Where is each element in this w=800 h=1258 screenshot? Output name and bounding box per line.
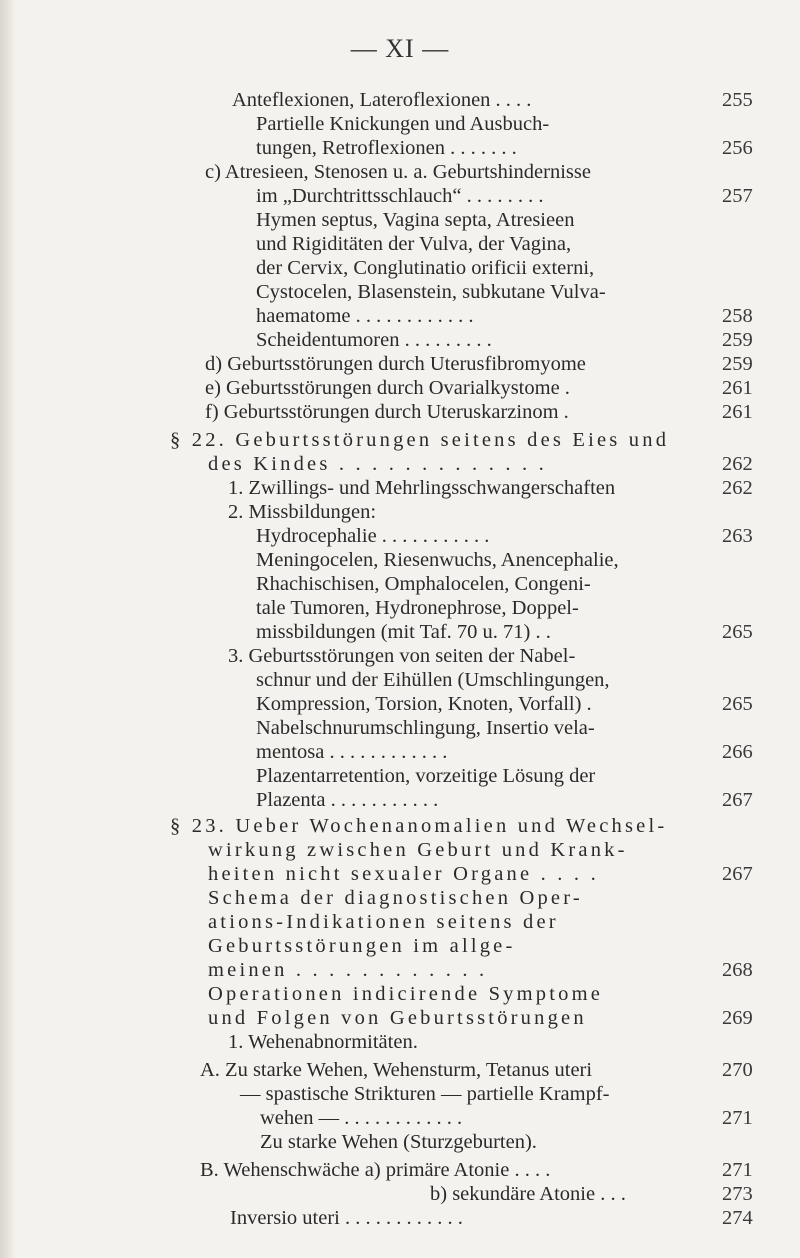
toc-entry-text: mentosa . . . . . . . . . . . . bbox=[256, 741, 448, 763]
toc-entry bbox=[0, 1081, 800, 1107]
toc-page-number: 269 bbox=[722, 1007, 753, 1029]
toc-entry bbox=[0, 1057, 800, 1083]
toc-entry bbox=[0, 547, 800, 573]
toc-entry-text: b) sekundäre Atonie . . . bbox=[430, 1183, 626, 1205]
toc-page-number: 270 bbox=[722, 1059, 753, 1081]
toc-entry-text: Rhachischisen, Omphalocelen, Congeni- bbox=[256, 573, 591, 595]
toc-entry-text: Kompression, Torsion, Knoten, Vorfall) . bbox=[256, 693, 592, 715]
toc-page-number: 257 bbox=[722, 185, 753, 207]
toc-entry-text: tale Tumoren, Hydronephrose, Doppel- bbox=[256, 597, 579, 619]
toc-entry bbox=[0, 111, 800, 137]
toc-entry-text: Zu starke Wehen (Sturzgeburten). bbox=[260, 1131, 537, 1153]
toc-entry-text: des Kindes . . . . . . . . . . . . . bbox=[208, 453, 547, 475]
toc-page-number: 271 bbox=[722, 1107, 753, 1129]
toc-entry-text: Plazenta . . . . . . . . . . . bbox=[256, 789, 439, 811]
toc-entry bbox=[0, 595, 800, 621]
toc-page-number: 255 bbox=[722, 89, 753, 111]
toc-entry-text: Hydrocephalie . . . . . . . . . . . bbox=[256, 525, 490, 547]
toc-page-number: 263 bbox=[722, 525, 753, 547]
toc-entry bbox=[0, 571, 800, 597]
toc-entry bbox=[0, 183, 800, 209]
toc-entry-text: Operationen indicirende Symptome bbox=[208, 983, 604, 1005]
toc-entry-text: und Rigiditäten der Vulva, der Vagina, bbox=[256, 233, 572, 255]
toc-entry bbox=[0, 327, 800, 353]
toc-entry bbox=[0, 861, 800, 887]
toc-entry bbox=[0, 159, 800, 185]
toc-entry bbox=[0, 87, 800, 113]
toc-entry bbox=[0, 813, 800, 839]
toc-entry-text: c) Atresieen, Stenosen u. a. Geburtshindernisse bbox=[205, 161, 591, 183]
toc-entry bbox=[0, 1205, 800, 1231]
toc-page-number: 268 bbox=[722, 959, 753, 981]
toc-entry-text: Meningocelen, Riesenwuchs, Anencephalie, bbox=[256, 549, 619, 571]
toc-entry-text: Scheidentumoren . . . . . . . . . bbox=[256, 329, 492, 351]
toc-page-number: 256 bbox=[722, 137, 753, 159]
toc-entry bbox=[0, 135, 800, 161]
toc-page-number: 258 bbox=[722, 305, 753, 327]
toc-entry-text: wirkung zwischen Geburt und Krank- bbox=[208, 839, 628, 861]
toc-entry-text: Anteflexionen, Lateroflexionen . . . . bbox=[232, 89, 532, 111]
toc-page-number: 259 bbox=[722, 353, 753, 375]
toc-entry-text: A. Zu starke Wehen, Wehensturm, Tetanus uteri bbox=[200, 1059, 593, 1081]
toc-entry bbox=[0, 1005, 800, 1031]
toc-entry bbox=[0, 1105, 800, 1131]
toc-entry-text: f) Geburtsstörungen durch Uteruskarzinom . bbox=[205, 401, 569, 423]
toc-entry-text: wehen — . . . . . . . . . . . . bbox=[260, 1107, 463, 1129]
toc-entry-text: schnur und der Eihüllen (Umschlingungen, bbox=[256, 669, 610, 691]
toc-entry-text: Cystocelen, Blasenstein, subkutane Vulva- bbox=[256, 281, 606, 303]
toc-page-number: 262 bbox=[722, 453, 753, 475]
toc-page-number: 267 bbox=[722, 789, 753, 811]
toc-entry-text: 3. Geburtsstörungen von seiten der Nabel- bbox=[228, 645, 576, 667]
toc-page-number: 262 bbox=[722, 477, 753, 499]
toc-page-number: 267 bbox=[722, 863, 753, 885]
toc-entry-text: ations-Indikationen seitens der bbox=[208, 911, 559, 933]
toc-entry bbox=[0, 351, 800, 377]
toc-entry-text: Partielle Knickungen und Ausbuch- bbox=[256, 113, 550, 135]
toc-entry-text: Inversio uteri . . . . . . . . . . . . bbox=[230, 1207, 463, 1229]
toc-page-number: 265 bbox=[722, 693, 753, 715]
toc-entry bbox=[0, 499, 800, 525]
toc-entry bbox=[0, 691, 800, 717]
toc-entry-text: Plazentarretention, vorzeitige Lösung der bbox=[256, 765, 596, 787]
toc-entry bbox=[0, 427, 800, 453]
toc-entry bbox=[0, 885, 800, 911]
toc-entry bbox=[0, 375, 800, 401]
toc-entry bbox=[0, 909, 800, 935]
toc-entry bbox=[0, 1029, 800, 1055]
toc-entry bbox=[0, 279, 800, 305]
toc-entry bbox=[0, 207, 800, 233]
toc-page-number: 261 bbox=[722, 401, 753, 423]
toc-entry bbox=[0, 667, 800, 693]
toc-entry-text: § 22. Geburtsstörungen seitens des Eies und bbox=[170, 429, 670, 451]
toc-entry-text: Schema der diagnostischen Oper- bbox=[208, 887, 583, 909]
toc-entry bbox=[0, 399, 800, 425]
toc-entry-text: und Folgen von Geburtsstörungen bbox=[208, 1007, 587, 1029]
toc-page-number: 265 bbox=[722, 621, 753, 643]
toc-page-number: 261 bbox=[722, 377, 753, 399]
toc-entry bbox=[0, 837, 800, 863]
toc-page-number: 274 bbox=[722, 1207, 753, 1229]
toc-entry-text: missbildungen (mit Taf. 70 u. 71) . . bbox=[256, 621, 551, 643]
toc-entry-text: Hymen septus, Vagina septa, Atresieen bbox=[256, 209, 575, 231]
toc-entry-text: Geburtsstörungen im allge- bbox=[208, 935, 516, 957]
toc-entry bbox=[0, 981, 800, 1007]
toc-entry bbox=[0, 523, 800, 549]
toc-page-number: 266 bbox=[722, 741, 753, 763]
toc-entry-text: 1. Wehenabnormitäten. bbox=[228, 1031, 418, 1053]
toc-entry bbox=[0, 1129, 800, 1155]
toc-page-number: 259 bbox=[722, 329, 753, 351]
toc-entry-text: der Cervix, Conglutinatio orificii externi, bbox=[256, 257, 595, 279]
toc-entry-text: Nabelschnurumschlingung, Insertio vela- bbox=[256, 717, 595, 739]
toc-entry-text: d) Geburtsstörungen durch Uterusfibromyome bbox=[205, 353, 586, 375]
toc-entry bbox=[0, 475, 800, 501]
toc-entry-text: tungen, Retroflexionen . . . . . . . bbox=[256, 137, 517, 159]
toc-entry bbox=[0, 715, 800, 741]
toc-entry-text: e) Geburtsstörungen durch Ovarialkystome . bbox=[205, 377, 570, 399]
page-header: — XI — bbox=[350, 34, 450, 63]
toc-entry bbox=[0, 451, 800, 477]
toc-entry-text: B. Wehenschwäche a) primäre Atonie . . . . bbox=[200, 1159, 551, 1181]
toc-entry-text: — spastische Strikturen — partielle Krampf- bbox=[240, 1083, 610, 1105]
toc-entry-text: heiten nicht sexualer Organe . . . . bbox=[208, 863, 599, 885]
toc-entry-text: im „Durchtrittsschlauch“ . . . . . . . . bbox=[256, 185, 544, 207]
toc-entry bbox=[0, 619, 800, 645]
toc-entry-text: haematome . . . . . . . . . . . . bbox=[256, 305, 474, 327]
toc-page-number: 273 bbox=[722, 1183, 753, 1205]
toc-entry bbox=[0, 303, 800, 329]
toc-entry bbox=[0, 1157, 800, 1183]
toc-entry bbox=[0, 787, 800, 813]
toc-entry-text: 2. Missbildungen: bbox=[228, 501, 377, 523]
toc-entry bbox=[0, 231, 800, 257]
toc-entry bbox=[0, 763, 800, 789]
toc-entry bbox=[0, 933, 800, 959]
toc-entry-text: meinen . . . . . . . . . . . . bbox=[208, 959, 488, 981]
toc-entry bbox=[0, 255, 800, 281]
toc-entry bbox=[0, 643, 800, 669]
toc-entry bbox=[0, 739, 800, 765]
toc-entry-text: § 23. Ueber Wochenanomalien und Wechsel- bbox=[170, 815, 668, 837]
toc-entry-text: 1. Zwillings- und Mehrlingsschwangerschaften bbox=[228, 477, 616, 499]
toc-entry bbox=[0, 1181, 800, 1207]
toc-entry bbox=[0, 957, 800, 983]
toc-page-number: 271 bbox=[722, 1159, 753, 1181]
